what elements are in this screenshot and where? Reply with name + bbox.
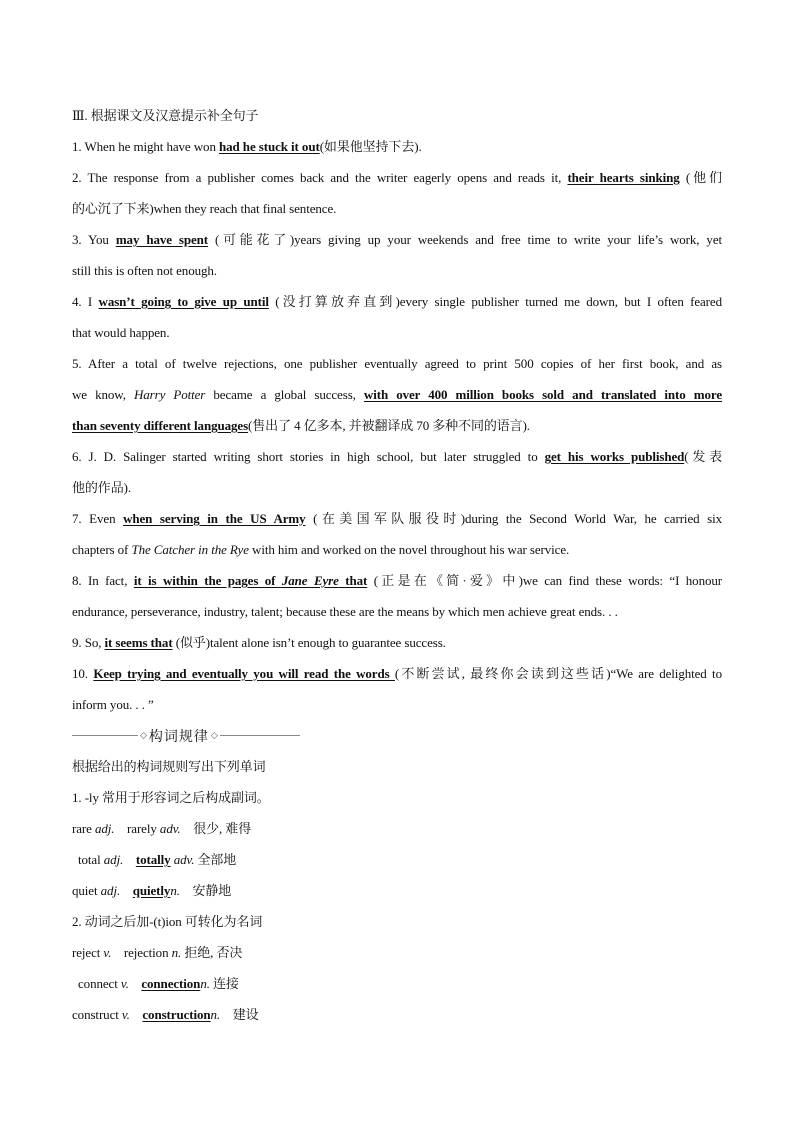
divider-rule-left [72, 735, 138, 736]
base-word: connect [78, 976, 118, 991]
word-row [72, 968, 722, 999]
ornament-icon: ◇ [140, 730, 147, 740]
sentence-text: 2. The response from a publisher comes back and the writer eagerly opens and reads it, [72, 170, 568, 185]
sentence-text: 10. [72, 666, 94, 681]
sentence-text: (可能花了)years giving up your weekends and free time to write your life’s work, yet [208, 232, 722, 247]
answer: may have spent [115, 232, 209, 247]
sentence-text: (他们 [679, 170, 723, 185]
sentence-3 [72, 224, 722, 255]
answer: that [338, 573, 368, 588]
answer: it seems that [104, 635, 173, 650]
ornament-icon: ◇ [210, 730, 218, 740]
derived-word: rejection [123, 945, 169, 960]
base-word: construct [72, 1007, 119, 1022]
answer: their hearts sinking [567, 170, 680, 185]
base-word: quiet [72, 883, 98, 898]
sentence-text: (没打算放弃直到)every single publisher turned me down, but I often feared [268, 294, 722, 309]
sentence-text: 7. Even [72, 511, 124, 526]
sentence-10-cont: inform you. . . ” [72, 697, 154, 712]
sentence-text: 4. I [72, 294, 99, 309]
sentence-text: 3. You [72, 232, 116, 247]
book-title: The Catcher in the Rye [131, 542, 249, 557]
sentence-6-cont: 他的作品). [72, 480, 131, 495]
sentence-text: (正是在《简·爱》中)we can find these words: “I honour [367, 573, 723, 588]
sentence-text: 6. J. D. Salinger started writing short stories in high school, but later struggled to [72, 449, 545, 464]
sentence-5-cont2 [72, 410, 722, 441]
meaning: 很少, 难得 [193, 821, 252, 836]
answer: than seventy different languages [72, 418, 249, 433]
base-word: reject [72, 945, 101, 960]
meaning: 拒绝, 否决 [184, 945, 243, 960]
base-word: rare [72, 821, 92, 836]
answer: when serving in the US Army [123, 511, 306, 526]
derived-word-answer: totally [135, 852, 171, 867]
sentence-3-cont: still this is often not enough. [72, 263, 217, 278]
meaning: 安静地 [192, 883, 232, 898]
section-heading: Ⅲ. 根据课文及汉意提示补全句子 [72, 108, 259, 123]
sentence-4 [72, 286, 722, 317]
part-of-speech: adj. [103, 852, 124, 867]
answer: had he stuck it out [219, 139, 320, 154]
answer: Keep trying and eventually you will read the words [93, 666, 395, 681]
section-divider [72, 720, 722, 751]
sentence-text: (售出了 4 亿多本, 并被翻译成 70 多种不同的语言). [248, 418, 530, 433]
sentence-7-cont [72, 534, 722, 565]
word-row [72, 875, 722, 906]
divider-rule-right [220, 735, 300, 736]
sentence-5-cont [72, 379, 722, 410]
part-of-speech: n. [170, 883, 180, 898]
sentence-text: with him and worked on the novel throughout his war service. [248, 542, 570, 557]
sentence-text: 9. So, [72, 635, 105, 650]
meaning: 连接 [213, 976, 239, 991]
part-of-speech: v. [121, 1007, 130, 1022]
answer: it is within the pages of [133, 573, 282, 588]
sentence-text: (发表 [684, 449, 722, 464]
sentence-text: (如果他坚持下去). [319, 139, 422, 154]
sentence-text: (不断尝试, 最终你会读到这些话)“We are delighted to [394, 666, 722, 681]
derived-word: rarely [127, 821, 157, 836]
part-of-speech: adv. [159, 821, 181, 836]
part-of-speech: adj. [94, 821, 115, 836]
sentence-6 [72, 441, 722, 472]
base-word: total [78, 852, 101, 867]
part-of-speech: n. [171, 945, 182, 960]
derived-word-answer: construction [142, 1007, 211, 1022]
part-of-speech: v. [103, 945, 112, 960]
sentence-text: 1. When he might have won [72, 139, 219, 154]
sentence-text: chapters of [72, 542, 132, 557]
derived-word-answer: connection [141, 976, 201, 991]
part-of-speech: n. [210, 1007, 221, 1022]
sentence-8 [72, 565, 722, 596]
answer: with over 400 million books sold and translated into more [363, 387, 723, 402]
sentence-5: 5. After a total of twelve rejections, one publisher eventually agreed to print 500 copies of her first book, and as [72, 356, 722, 371]
sentence-text: became a global success, [205, 387, 364, 402]
answer-book-title: Jane Eyre [281, 573, 339, 588]
sentence-2 [72, 162, 722, 193]
derived-word-answer: quietly [132, 883, 171, 898]
sentence-7 [72, 503, 722, 534]
sentence-text: (似乎)talent alone isn’t enough to guarantee success. [172, 635, 446, 650]
section-title: 构词规律 [148, 729, 209, 745]
sentence-8-cont: endurance, perseverance, industry, talent; because these are the means by which men achieve great ends. . . [72, 604, 618, 619]
sentence-1 [72, 131, 722, 162]
rule-2: 2. 动词之后加-(t)ion 可转化为名词 [72, 914, 263, 929]
sentence-10 [72, 658, 722, 689]
book-title: Harry Potter [133, 387, 206, 402]
part-of-speech: v. [120, 976, 129, 991]
answer: wasn’t going to give up until [98, 294, 269, 309]
answer: get his works published [544, 449, 685, 464]
word-row [72, 999, 722, 1030]
meaning: 建设 [232, 1007, 259, 1022]
sentence-4-cont: that would happen. [72, 325, 170, 340]
word-row [72, 844, 722, 875]
worksheet-page [72, 100, 722, 1030]
sentence-2-cont: 的心沉了下来)when they reach that final sentence. [72, 201, 337, 216]
word-row [72, 813, 722, 844]
sentence-text: (在美国军队服役时)during the Second World War, he carried six [305, 511, 722, 526]
word-row [72, 937, 722, 968]
sentence-text: we know, [72, 387, 134, 402]
rule-1: 1. -ly 常用于形容词之后构成副词。 [72, 790, 270, 805]
part-of-speech: n. [200, 976, 210, 991]
meaning: 全部地 [197, 852, 237, 867]
part-of-speech: adj. [100, 883, 121, 898]
sentence-text: 8. In fact, [72, 573, 134, 588]
sentence-9 [72, 627, 722, 658]
part-of-speech: adv. [173, 852, 195, 867]
instruction: 根据给出的构词规则写出下列单词 [72, 759, 266, 774]
